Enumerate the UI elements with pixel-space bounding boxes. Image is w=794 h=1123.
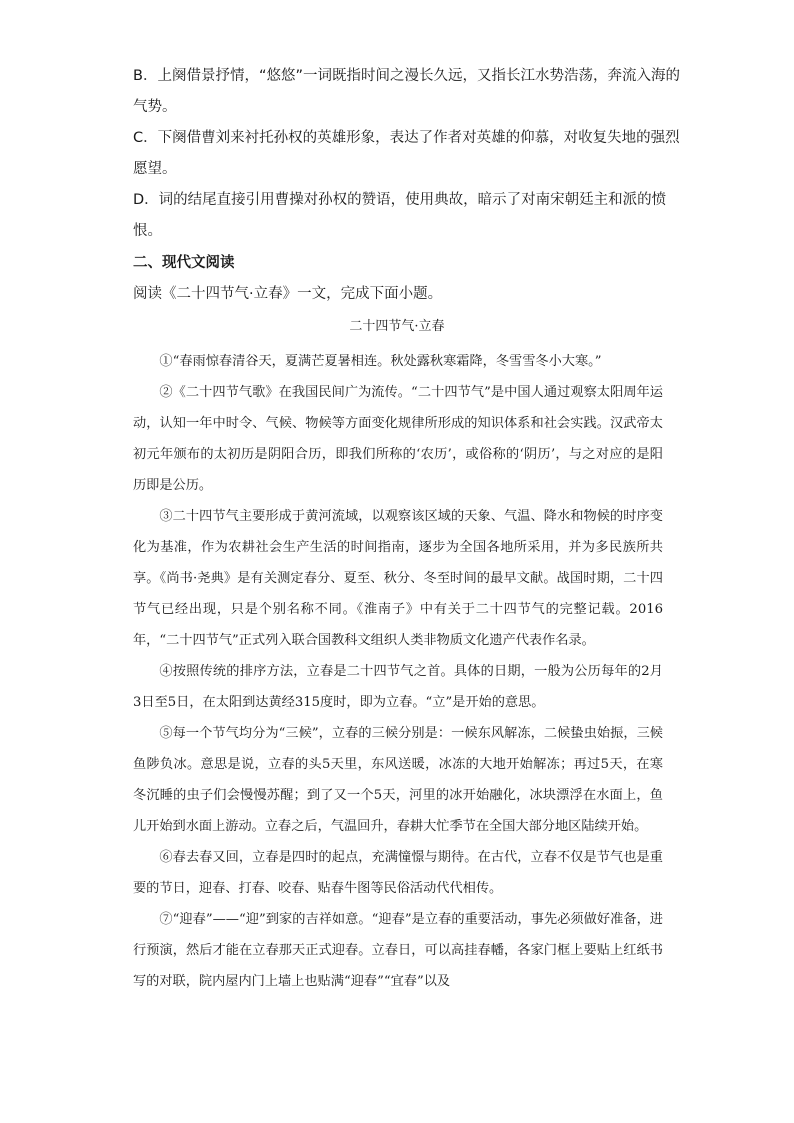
option-c-line-2: 愿望。: [133, 161, 177, 177]
option-b-line-2: 气势。: [133, 99, 177, 115]
reading-instruction: 阅读《二十四节气·立春》一文，完成下面小题。: [133, 286, 443, 302]
paragraph-7: ⑦“迎春”——“迎”到家的吉祥如意。“迎春”是立春的重要活动，事先必须做好准备，进行预演，然后才能在立春那天正式迎春。立春日，可以高挂春幡，各家门框上要贴上红纸书写的对联，院内屋内门上墙上也贴满“迎春”“宜春”以及: [133, 912, 663, 989]
article-body: [133, 346, 663, 997]
paragraph-2: ②《二十四节气歌》在我国民间广为流传。“二十四节气”是中国人通过观察太阳周年运动，认知一年中时令、气候、物候等方面变化规律所形成的知识体系和社会实践。汉武帝太初元年颁布的太初历是阴阳合历，即我们所称的‘农历’，或俗称的‘阴历’，与之对应的是阳历即是公历。: [133, 385, 663, 493]
option-b-line-1: B．上阕借景抒情，“悠悠”一词既指时间之漫长久远，又指长江水势浩荡，奔流入海的: [133, 68, 680, 84]
option-d-line-2: 恨。: [133, 223, 162, 239]
option-d-line-1: D．词的结尾直接引用曹操对孙权的赞语，使用典故，暗示了对南宋朝廷主和派的愤: [133, 192, 667, 208]
paragraph-1: ①“春雨惊春清谷天，夏满芒夏暑相连。秋处露秋寒霜降，冬雪雪冬小大寒。”: [159, 354, 602, 369]
option-c-line-1: C．下阕借曹刘来衬托孙权的英雄形象，表达了作者对英雄的仰慕，对收复失地的强烈: [133, 130, 680, 146]
paragraph-5: ⑤每一个节气均分为“三候”，立春的三候分别是：一候东风解冻，二候蛰虫始振，三候鱼陟负冰。意思是说，立春的头5天里，东风送暖，冰冻的大地开始解冻；再过5天，在寒冬沉睡的虫子们会慢慢苏醒；到了又一个5天，河里的冰开始融化，冰块漂浮在水面上，鱼儿开始到水面上游动。立春之后，气温回升，春耕大忙季节在全国大部分地区陆续开始。: [133, 726, 663, 834]
section-heading: 二、现代文阅读: [133, 255, 235, 271]
paragraph-3: ③二十四节气主要形成于黄河流域，以观察该区域的天象、气温、降水和物候的时序变化为基准，作为农耕社会生产生活的时间指南，逐步为全国各地所采用，并为多民族所共享。《尚书·尧典》是有关测定春分、夏至、秋分、冬至时间的最早文献。战国时期，二十四节气已经出现，只是个别名称不同。《淮南子》中有关于二十四节气的完整记载。2016年，“二十四节气”正式列入联合国教科文组织人类非物质文化遗产代表作名录。: [133, 509, 663, 648]
paragraph-4: ④按照传统的排序方法，立春是二十四节气之首。具体的日期，一般为公历每年的2月3日至5日，在太阳到达黄经315度时，即为立春。“立”是开始的意思。: [133, 664, 663, 710]
paragraph-6: ⑥春去春又回，立春是四时的起点，充满憧憬与期待。在古代，立春不仅是节气也是重要的节日，迎春、打春、咬春、贴春牛图等民俗活动代代相传。: [133, 850, 663, 896]
article-title: 二十四节气·立春: [349, 319, 445, 334]
